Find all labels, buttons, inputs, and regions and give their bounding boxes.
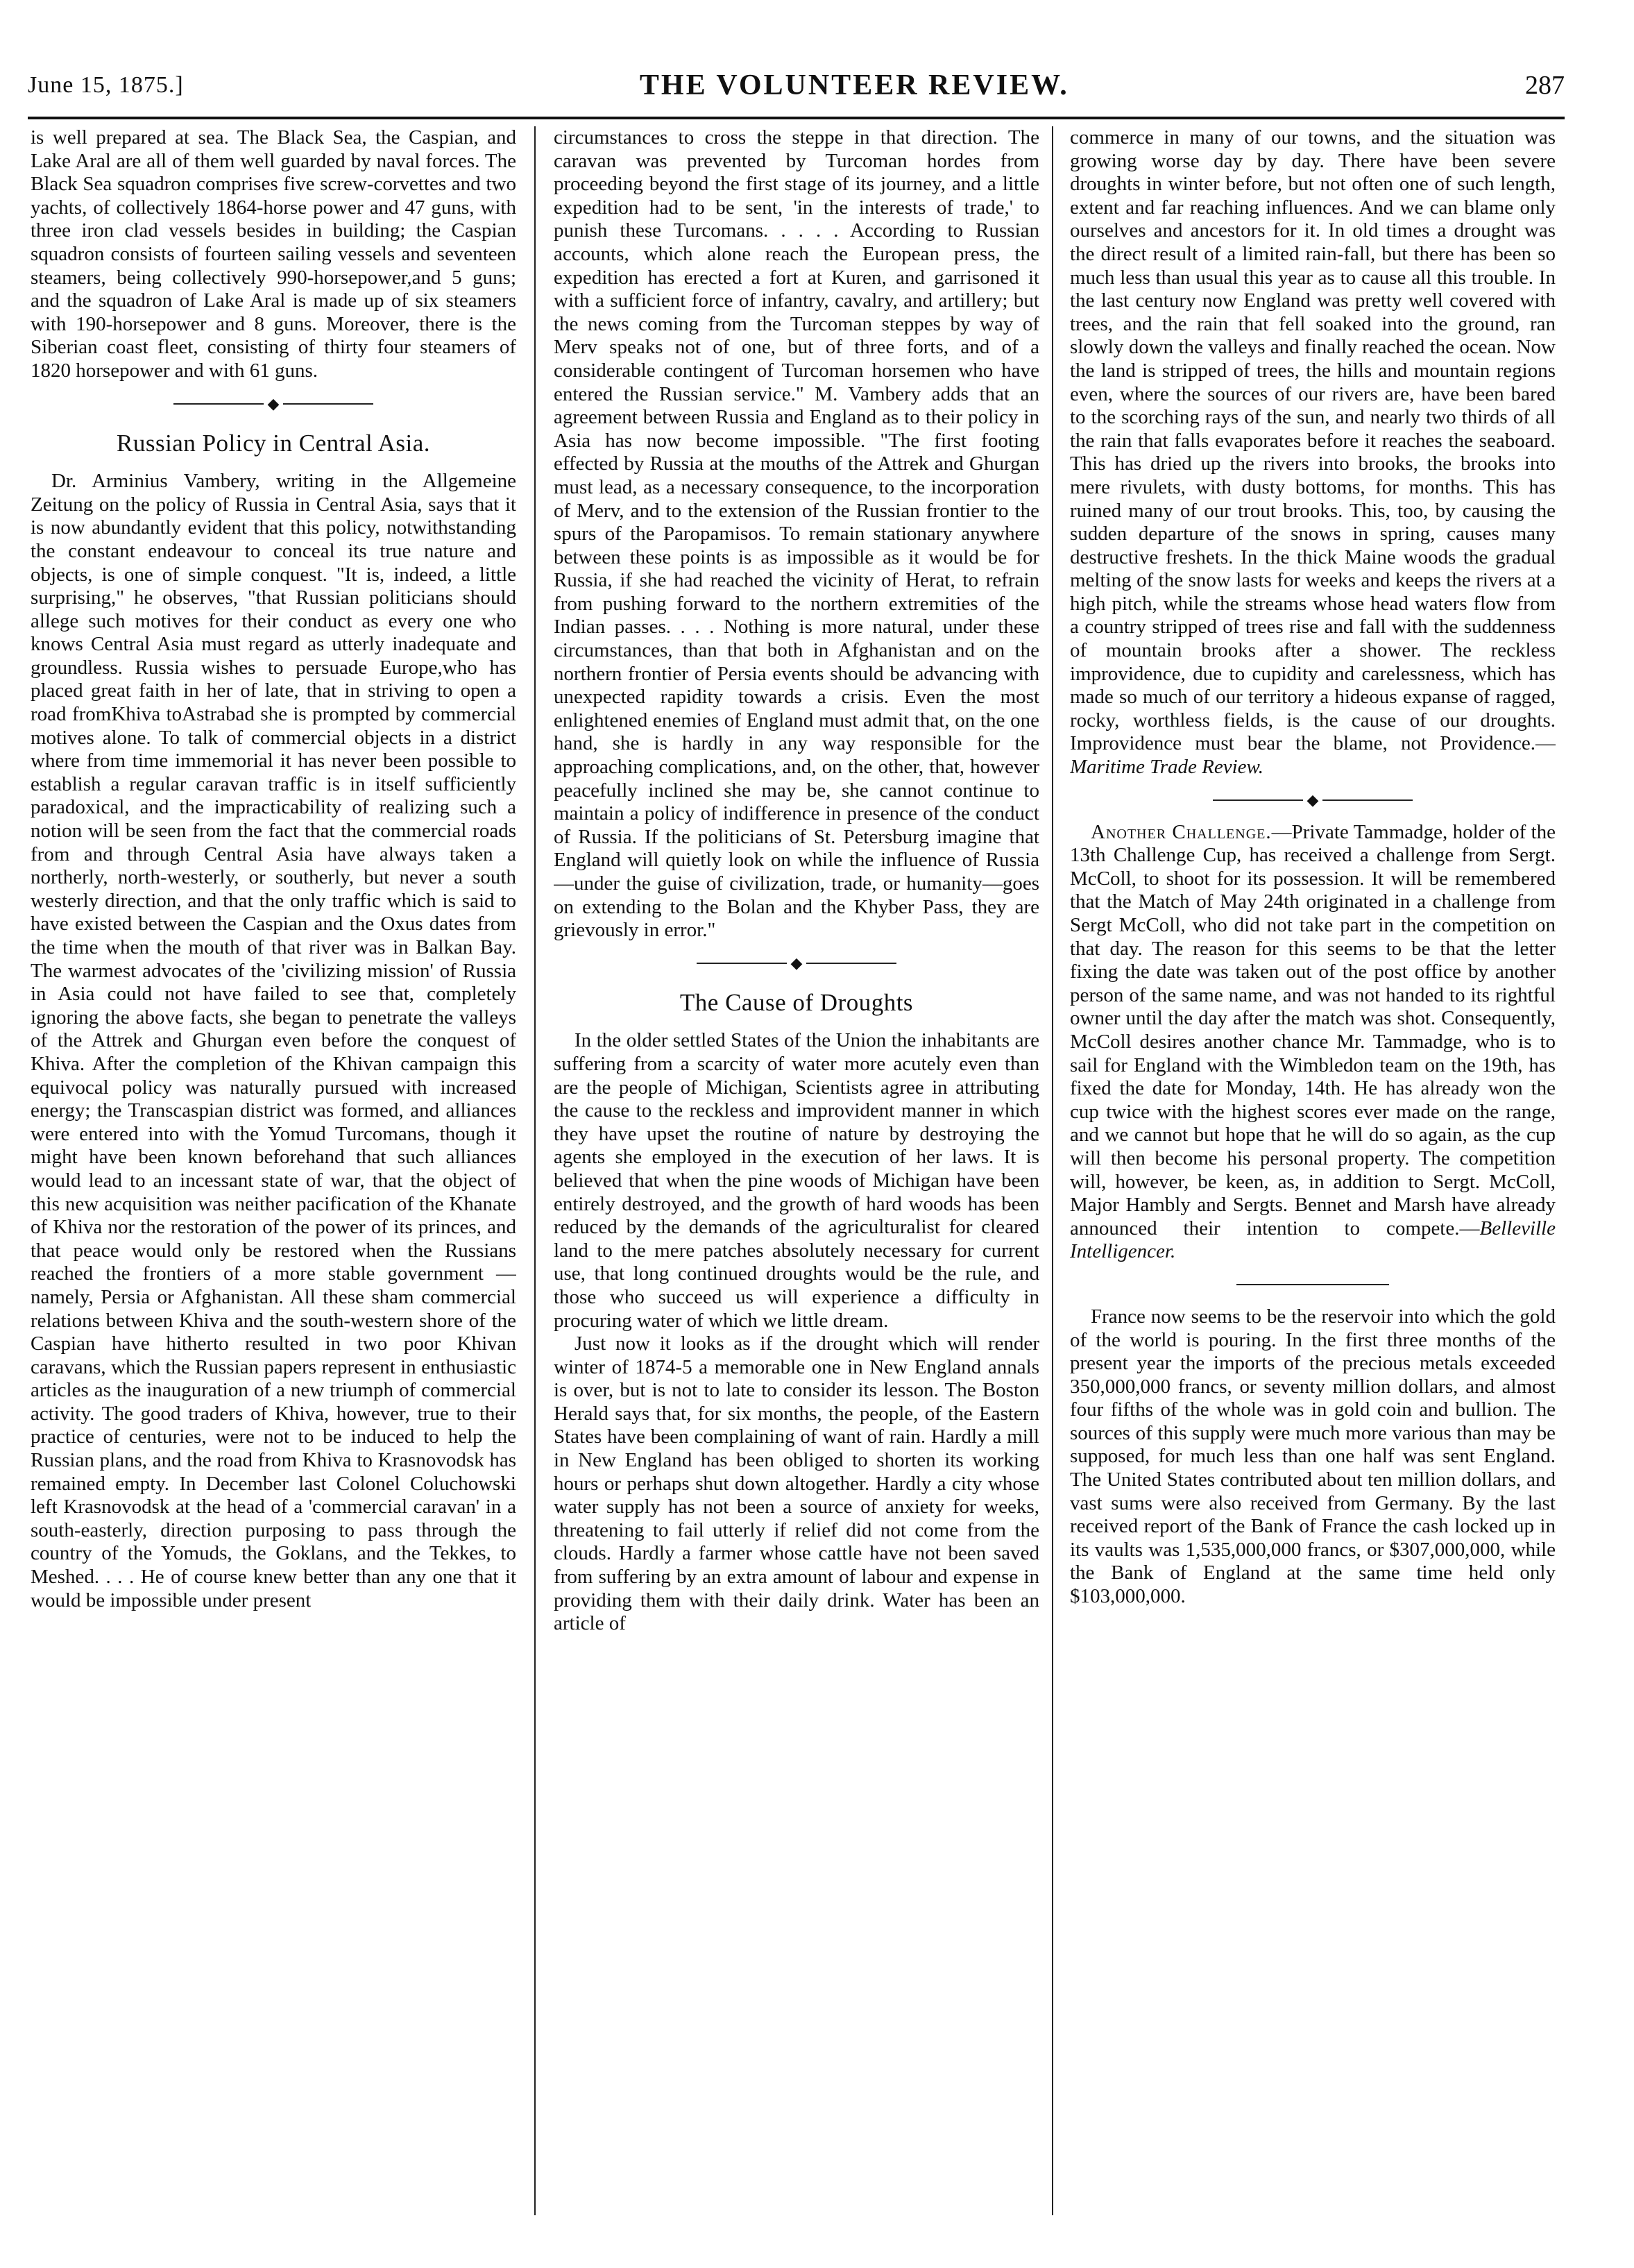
droughts-continued: commerce in many of our towns, and the situation was growing worse day by day. There have been severe droughts in winter before, but not often one of such length, extent and far reaching influences. And we can blame only ourselves and ancestors for it. In old times a drought was the direct result of a limited rain-fall, but there has been so much less than usual this year as to cause all this trouble. In the last century now England was pretty well covered with trees, and the rain that fell soaked into the ground, ran slowly down the valleys and finally reached the ocean. Now the land is stripped of trees, the hills and mountain regions even, where the sources of our rivers are, have been bared to the scorching rays of the sun, and nearly two thirds of all the rain that falls evaporates before it reaches the seaboard. This has dried up the rivers into brooks, the brooks into mere rivulets, with dusty bottoms, for months. This has ruined many of our trout brooks. This, too, by causing the sudden departure of the snows in spring, causes many destructive freshets. In the thick Maine woods the gradual melting of the snow lasts for weeks and keeps the rivers at a high pitch, while the streams whose head waters flow from a country stripped of trees rise and fall with the suddenness of mountain brooks after a shower. The reckless improvidence, due to cupidity and carelessness, which has made so much of our territory a hideous expanse of ragged, rocky, worthless fields, is the cause of our droughts. Improvidence must bear the blame, not Providence.—Maritime Trade Review.: [1070, 126, 1556, 779]
article-heading-russian-policy: Russian Policy in Central Asia.: [116, 429, 430, 457]
masthead-rule: [28, 117, 1565, 119]
challenge-lead: Another Challenge.: [1091, 820, 1272, 843]
column-divider: [1052, 126, 1053, 2215]
article-heading-droughts: The Cause of Droughts: [679, 988, 914, 1016]
naval-forces-paragraph: is well prepared at sea. The Black Sea, the Caspian, and Lake Aral are all of them well guarded by naval forces. The Black Sea squadron comprises five screw-corvettes and two yachts, of collectively 1864-horse power and 47 guns, with three iron clad vessels besides in building; the Caspian squadron consists of fourteen sailing vessels and seventeen steamers, being collectively 990-horsepower,and 5 guns; and the squadron of Lake Aral is made up of six steamers with 190-horsepower and 8 guns. Moreover, there is the Siberian coast fleet, consisting of thirty four steamers of 1820 horsepower and with 61 guns.: [31, 126, 516, 382]
russian-policy-continued: circumstances to cross the steppe in that direction. The caravan was prevented by Turcoman hordes from proceeding beyond the first stage of its journey, and a little expedition had to be sent, 'in the interests of trade,' to punish these Turcomans. . . . . According to Russian accounts, which alone reach the European press, the expedition has erected a fort at Kuren, and garrisoned it with a sufficient force of infantry, cavalry, and artillery; but the news coming from the Turcoman steppes by way of Merv speaks not of one, but of three forts, and of a considerable contingent of Turcoman horsemen who have entered the Russian service." M. Vambery adds that an agreement between Russia and England as to their policy in Asia has now become impossible. "The first footing effected by Russia at the mouths of the Attrek and Ghurgan must lead, as a necessary consequence, to the incorporation of Merv, and to the extension of the Russian frontier to the spurs of the Paropamisos. To remain stationary anywhere between these points is as impossible as it would be for Russia, if she had reached the vicinity of Herat, to refrain from pushing forward to the northern extremities of the Indian passes. . . . Nothing is more natural, under these circumstances, than that both in Afghanistan and on the northern frontier of Persia events should be advancing with unexpected rapidity towards a crisis. Even the most enlightened enemies of England must admit that, on the one hand, she is hardly in any way responsible for the approaching complications, and, on the other, that, however peacefully inclined she may be, she cannot continue to maintain a policy of indifference in presence of the conduct of Russia. If the politicians of St. Petersburg imagine that England will quietly look on while the influence of Russia—under the guise of civilization, trade, or humanity—goes on extending to the Bolan and the Khyber Pass, they are grievously in error.": [554, 126, 1039, 942]
russian-policy-paragraph: Dr. Arminius Vambery, writing in the Allgemeine Zeitung on the policy of Russia in Central Asia, says that it is now abundantly evident that this policy, notwithstanding the constant endeavour to conceal its true nature and objects, is one of simple conquest. "It is, indeed, a little surprising," he observes, "that Russian politicians should allege such motives for their conduct as every one who knows Central Asia must regard as utterly inadequate and groundless. Russia wishes to persuade Europe,who has placed great faith in her of late, that in striving to open a road fromKhiva toAstrabad she is prompted by commercial motives alone. To talk of commercial objects in a district where from time immemorial it has never been possible to establish a regular caravan traffic is in itself sufficiently paradoxical, and the impracticability of realizing such a notion will be seen from the fact that the commercial roads from and through Central Asia have always taken a northerly, north-westerly, or southerly, but never a south westerly direction, and that the only traffic which is said to have existed between the Caspian and the Oxus dates from the time when the mouth of that river was in Balkan Bay. The warmest advocates of the 'civilizing mission' of Russia in Asia could not have failed to see that, completely ignoring the above facts, she began to penetrate the valleys of the Attrek and Ghurgan even before the conquest of Khiva. After the completion of the Khivan campaign this equivocal policy was naturally pursued with increased energy; the Transcaspian district was formed, and alliances were entered into with the Yomud Turcomans, though it might have been known beforehand that such alliances would lead to an incessant state of war, that the object of this new acquisition was neither pacification of the Khanate of Khiva nor the restoration of the power of its princes, and that peace would only be restored when the Russians reached the frontiers of a more stable government —namely, Persia or Afghanistan. All these sham commercial relations between Khiva and the south-western shore of the Caspian have hitherto resulted in two poor Khivan caravans, which the Russian papers represent in enthusiastic articles as the inauguration of a new triumph of commercial activity. The good traders of Khiva, however, true to their practice of centuries, were not to be induced to help the Russian plans, and the road from Khiva to Krasnovodsk has remained empty. In December last Colonel Coluchowski left Krasnovodsk at the head of a 'commercial caravan' in a south-easterly, direction purposing to pass through the country of the Yomuds, the Goklans, and the Tekkes, to Meshed. . . . He of course knew better than any one that it would be impossible under present: [31, 470, 516, 1611]
issue-date: June 15, 1875.]: [28, 72, 184, 98]
column-2: [554, 126, 1039, 2215]
publication-title: THE VOLUNTEER REVIEW.: [639, 69, 1069, 101]
france-gold-paragraph: France now seems to be the reservoir into which the gold of the world is pouring. In the first three months of the present year the imports of the precious metals exceeded 350,000,000 francs, or seventy million dollars, and almost four fifths of the whole was in gold coin and bullion. The sources of this supply were much more various than may be supposed, for much less than one half was sent England. The United States contributed about ten million dollars, and vast sums were also received from Germany. By the last received report of the Bank of France the cash locked up in its vaults was 1,535,000,000 francs, or $307,000,000, while the Bank of England at the same time held only $103,000,000.: [1070, 1305, 1556, 1608]
masthead: [28, 61, 1565, 110]
section-divider: ◆: [1070, 779, 1556, 821]
section-divider: ◆: [31, 383, 516, 425]
challenge-source: Belleville Intelligencer.: [1070, 1217, 1556, 1263]
droughts-paragraph-1: In the older settled States of the Union the inhabitants are suffering from a scarcity of water more acutely even than are the people of Michigan, Scientists agree in attributing the cause to the reckless and improvident manner in which they have upset the routine of nature by destroying the agents she employed in the execution of her laws. It is believed that when the pine woods of Michigan have been entirely destroyed, and the growth of hard woods has been reduced by the demands of the agriculturalist for cleared land to the mere patches absolutely necessary for current use, that long continued droughts would be the rule, and those who succeed us will experience a difficulty in procuring water of which we little dream.: [554, 1029, 1039, 1332]
droughts-source: Maritime Trade Review.: [1070, 756, 1263, 779]
page-number: 287: [1524, 71, 1565, 100]
droughts-paragraph-2: Just now it looks as if the drought which will render winter of 1874-5 a memorable one in New England annals is over, but is not to late to consider its lesson. The Boston Herald says that, for six months, the people, of the Eastern States have been complaining of want of rain. Hardly a mill in New England has been obliged to shorten its working hours or perhaps shut down altogether. Hardly a city whose water supply has not been a source of anxiety for weeks, threatening to fail utterly if relief did not come from the clouds. Hardly a farmer whose cattle have not been saved from suffering by an extra amount of labour and expense in providing them with their daily drink. Water has been an article of: [554, 1332, 1039, 1635]
section-divider: [1070, 1264, 1556, 1305]
section-divider: ◆: [554, 942, 1039, 984]
column-1: [31, 126, 516, 2215]
column-divider: [534, 126, 536, 2215]
column-3: [1070, 126, 1556, 2215]
challenge-paragraph: Another Challenge.—Private Tammadge, holder of the 13th Challenge Cup, has received a challenge from Sergt. McColl, to shoot for its possession. It will be remembered that the Match of May 24th originated in a challenge from Sergt McColl, who did not take part in the competition on that day. The reason for this seems to be that the letter fixing the date was taken out of the post office by another person of the same name, and was not handed to its rightful owner until the day after the match was shot. Consequently, McColl desires another chance Mr. Tammadge, who is to sail for England with the Wimbledon team on the 19th, has fixed the date for Monday, 14th. He has already won the cup twice with the highest scores ever made on the range, and we cannot but hope that he will do so again, as the cup will then become his personal property. The competition will, however, be keen, as, in addition to Sergt. McColl, Major Hambly and Sergts. Bennet and Marsh have already announced their intention to compete.—Belleville Intelligencer.: [1070, 820, 1556, 1263]
